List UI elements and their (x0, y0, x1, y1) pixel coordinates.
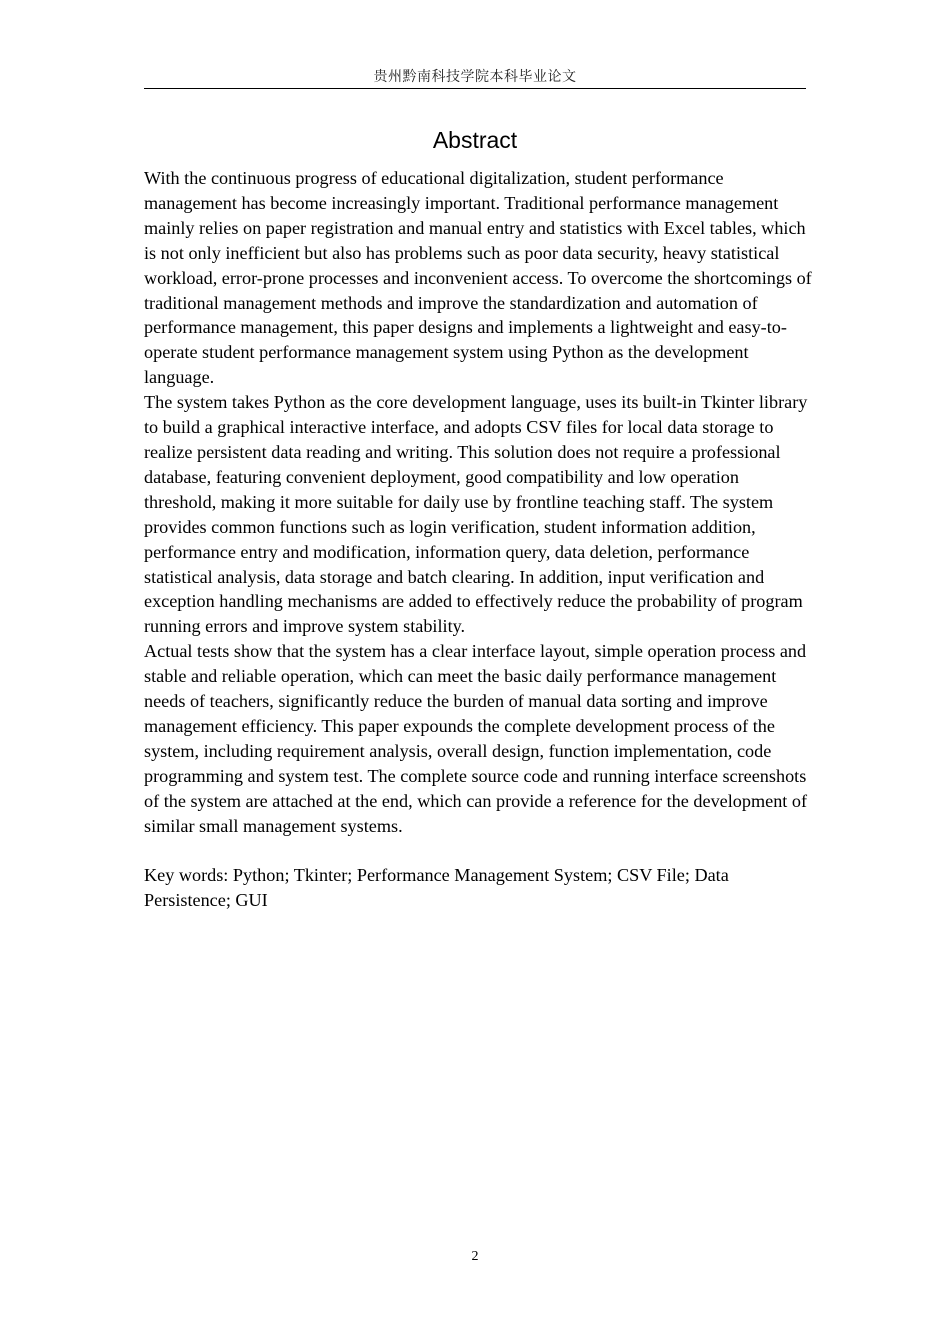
page-header: 贵州黔南科技学院本科毕业论文 (144, 68, 806, 89)
abstract-paragraph-1: With the continuous progress of educational digitalization, student performance management has become increasingly important. Traditional performance management mainly relies on paper registration and manual entry and statistics with Excel tables, which is not only inefficient but also has problems such as poor data security, heavy statistical workload, error-prone processes and inconvenient access. To overcome the shortcomings of traditional management methods and improve the standardization and automation of performance management, this paper designs and implements a lightweight and easy-to-operate student performance management system using Python as the development language. (144, 168, 812, 388)
keywords: Key words: Python; Tkinter; Performance Management System; CSV File; Data Persistence; GUI (144, 865, 729, 911)
abstract-paragraph-3: Actual tests show that the system has a clear interface layout, simple operation process and stable and reliable operation, which can meet the basic daily performance management needs of teachers, significantly reduce the burden of manual data sorting and improve management efficiency. This paper expounds the complete development process of the system, including requirement analysis, overall design, function implementation, code programming and system test. The complete source code and running interface screenshots of the system are attached at the end, which can provide a reference for the development of similar small management systems. (144, 641, 808, 836)
abstract-body (144, 166, 812, 913)
abstract-paragraph-2: The system takes Python as the core development language, uses its built-in Tkinter library to build a graphical interactive interface, and adopts CSV files for local data storage to realize persistent data reading and writing. This solution does not require a professional database, featuring convenient deployment, good compatibility and low operation threshold, making it more suitable for daily use by frontline teaching staff. The system provides common functions such as login verification, student information addition, performance entry and modification, information query, data deletion, performance statistical analysis, data storage and batch clearing. In addition, input verification and exception handling mechanisms are added to effectively reduce the probability of program running errors and improve system stability. (144, 392, 808, 637)
page-title: Abstract (432, 127, 518, 153)
page-number: 2 (471, 1249, 479, 1264)
